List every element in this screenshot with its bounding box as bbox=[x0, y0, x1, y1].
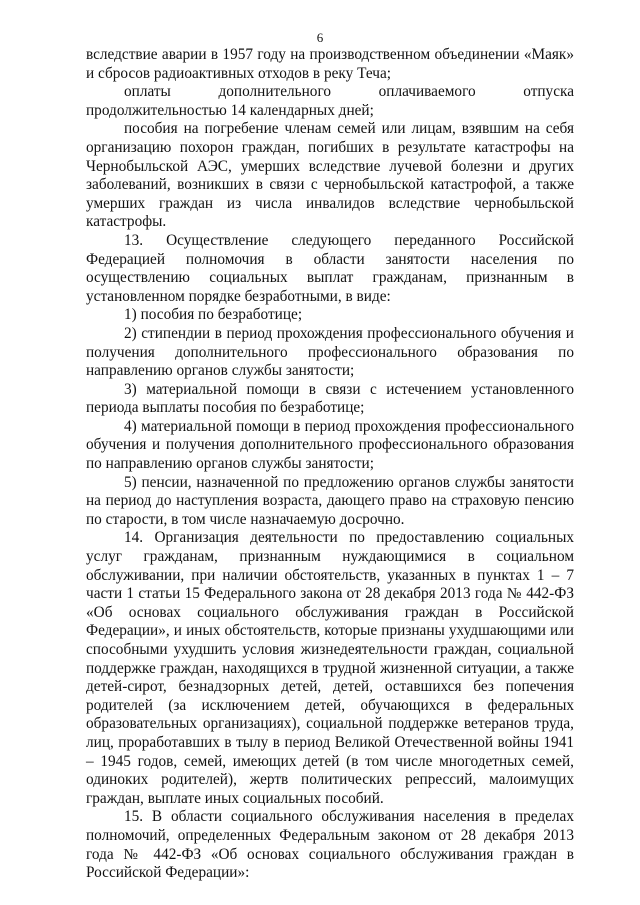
paragraph-item-13-5: 5) пенсии, назначенной по предложению органов службы занятости на период до наступления возраста, дающего право на страховую пенсию по старости, в том числе назначаемую досрочно. bbox=[86, 473, 574, 528]
paragraph-burial-allowance: пособия на погребение членам семей или лицам, взявшим на себя организацию похорон граждан, погибших в результате катастрофы на Чернобыльской АЭС, умерших вследствие лучевой болезни и других заболеваний, возникших в связи с чернобыльской катастрофой, а также умерших граждан из числа инвалидов вследствие чернобыльской катастрофы. bbox=[86, 120, 574, 231]
paragraph-item-13-4: 4) материальной помощи в период прохождения профессионального обучения и получения дополнительного профессионального образования по направлению органов службы занятости; bbox=[86, 417, 574, 473]
paragraph-item-13: 13. Осуществление следующего переданного Российской Федерацией полномочия в области занятости населения по осуществлению социальных выплат гражданам, признанным в установленном порядке безработными, в виде: bbox=[86, 231, 574, 305]
document-body bbox=[86, 46, 574, 883]
paragraph-leave-payment: оплаты дополнительного оплачиваемого отпуска продолжительностью 14 календарных дней; bbox=[86, 83, 574, 119]
paragraph-item-14: 14. Организация деятельности по предоставлению социальных услуг гражданам, признанным нуждающимися в социальном обслуживании, при наличии обстоятельств, указанных в пунктах 1 – 7 части 1 статьи 15 Федерального закона от 28 декабря 2013 года № 442-ФЗ «Об основах социального обслуживания граждан в Российской Федерации», и иных обстоятельств, которые признаны ухудшающими или способными ухудшить условия жизнедеятельности граждан, социальной поддержке граждан, находящихся в трудной жизненной ситуации, а также детей-сирот, безнадзорных детей, детей, оставшихся без попечения родителей (за исключением детей, обучающихся в федеральных образовательных организациях), социальной поддержке ветеранов труда, лиц, проработавших в тылу в период Великой Отечественной войны 1941 – 1945 годов, семей, имеющих детей (в том числе многодетных семей, одиноких родителей), жертв политических репрессий, малоимущих граждан, выплате иных социальных пособий. bbox=[86, 529, 574, 807]
paragraph-item-15: 15. В области социального обслуживания населения в пределах полномочий, определенных Федеральным законом от 28 декабря 2013 года № 442-ФЗ «Об основах социального обслуживания граждан в Российской Федерации»: bbox=[86, 808, 574, 882]
paragraph-item-13-2: 2) стипендии в период прохождения профессионального обучения и получения дополнительного профессионального образования по направлению органов службы занятости; bbox=[86, 324, 574, 380]
paragraph-continuation: вследствие аварии в 1957 году на производственном объединении «Маяк» и сбросов радиоактивных отходов в реку Теча; bbox=[86, 46, 574, 82]
paragraph-item-13-1: 1) пособия по безработице; bbox=[124, 306, 303, 324]
page-number: 6 bbox=[316, 30, 324, 45]
paragraph-item-13-3: 3) материальной помощи в связи с истечением установленного периода выплаты пособия по безработице; bbox=[86, 380, 574, 417]
